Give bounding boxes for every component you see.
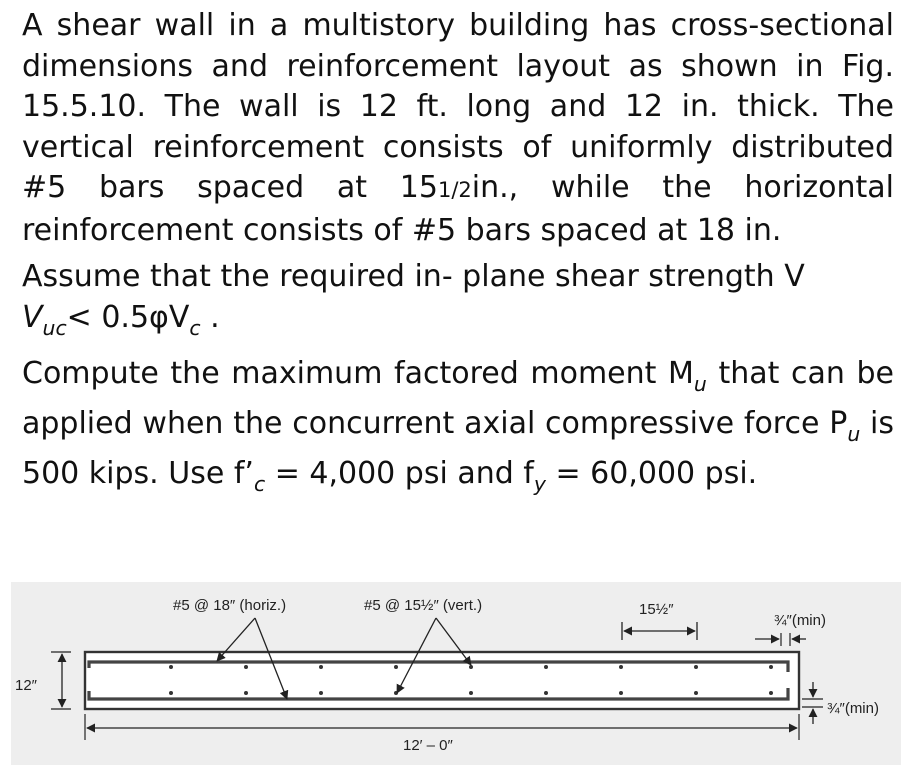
fraction-half: 1/2 — [437, 178, 472, 202]
subscript-c: c — [189, 315, 201, 340]
label-cover-top: ¾″(min) — [774, 612, 826, 629]
inequality: < 0.5φV — [66, 299, 190, 335]
shear-wall-figure — [11, 582, 901, 765]
problem-text — [22, 6, 894, 505]
subscript-u: u — [693, 371, 707, 396]
subscript-y: y — [533, 472, 546, 496]
period: . — [200, 299, 220, 335]
label-spacing: 15½″ — [639, 601, 674, 618]
paragraph-3-c: is 500 kips. Use f’ — [22, 406, 894, 492]
subscript-uc: uc — [42, 315, 67, 340]
label-length: 12′ – 0″ — [403, 737, 453, 754]
label-vertical-bars: #5 @ 15½″ (vert.) — [364, 597, 483, 614]
symbol-V: V — [22, 299, 43, 335]
paragraph-1 — [22, 6, 894, 251]
paragraph-3 — [22, 354, 894, 505]
subscript-c-2: c — [253, 472, 266, 496]
label-horizontal-bars: #5 @ 18″ (horiz.) — [173, 597, 287, 614]
paragraph-1-main: A shear wall in a multistory building has cross-sectional dimensions and reinforcement layout as shown in Fig. 15.5.10. The wall is 12 ft. long and 12 in. thick. The vertical reinforcement consists of uniformly distributed #5 bars spaced at 15 — [22, 8, 894, 205]
paragraph-3-a: Compute the maximum factored moment M — [22, 355, 694, 391]
wall-section-diagram — [11, 582, 901, 765]
label-cover-right: ¾″(min) — [827, 700, 879, 717]
paragraph-2 — [22, 257, 894, 348]
paragraph-3-d: = 4,000 psi and f — [265, 456, 534, 492]
paragraph-3-e: = 60,000 psi. — [545, 456, 758, 492]
paragraph-2-text: Assume that the required in- plane shear strength V — [22, 259, 805, 294]
label-thickness: 12″ — [15, 677, 37, 694]
paragraph-1-end: in., while the horizontal reinforcement consists of #5 bars spaced at 18 in. — [22, 170, 894, 248]
subscript-u-2: u — [847, 421, 861, 446]
paragraph-3-b: that can be applied when the concurrent axial compressive force P — [22, 355, 894, 441]
